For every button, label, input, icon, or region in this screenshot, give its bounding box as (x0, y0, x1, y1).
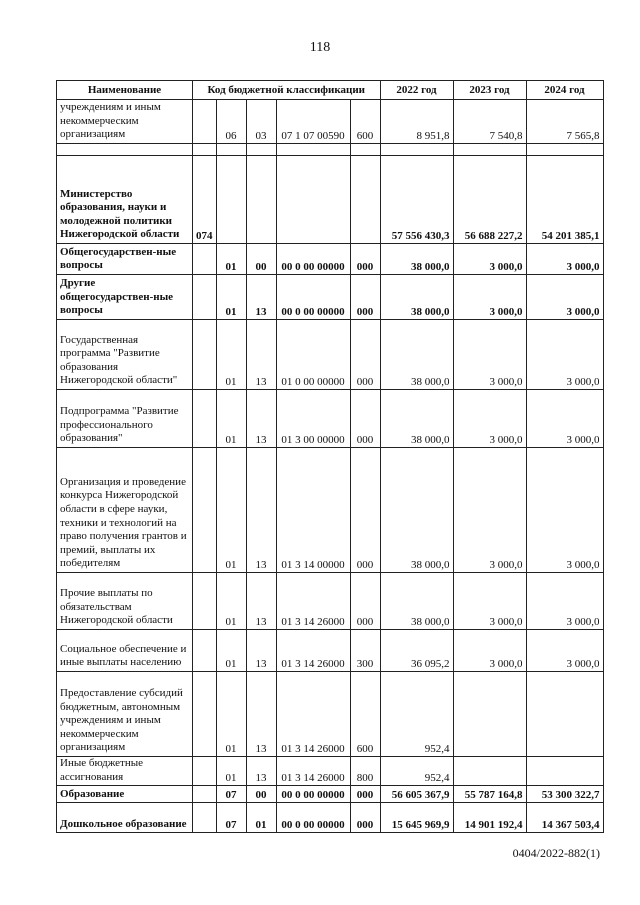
row-2024: 14 367 503,4 (526, 803, 603, 833)
row-ministry (193, 390, 217, 448)
row-type (350, 156, 380, 244)
row-name: Общегосударствен-ные вопросы (57, 244, 193, 275)
row-section: 01 (216, 244, 246, 275)
row-2022: 38 000,0 (380, 448, 453, 573)
row-2022: 38 000,0 (380, 275, 453, 320)
row-target: 00 0 00 00000 (276, 275, 350, 320)
header-name: Наименование (57, 81, 193, 100)
row-2023: 14 901 192,4 (453, 803, 526, 833)
row-type (350, 144, 380, 156)
row-2022: 15 645 969,9 (380, 803, 453, 833)
row-2024 (526, 672, 603, 757)
table-row (57, 100, 604, 144)
row-type: 000 (350, 573, 380, 630)
row-subsection: 13 (246, 320, 276, 390)
row-name: Другие общегосударствен-ные вопросы (57, 275, 193, 320)
table-row (57, 448, 604, 573)
table-row (57, 672, 604, 757)
row-2024: 3 000,0 (526, 630, 603, 672)
row-section: 01 (216, 390, 246, 448)
row-target: 00 0 00 00000 (276, 803, 350, 833)
row-section: 01 (216, 275, 246, 320)
row-type: 600 (350, 672, 380, 757)
table-row (57, 803, 604, 833)
row-2024: 53 300 322,7 (526, 786, 603, 803)
row-section: 07 (216, 786, 246, 803)
row-section: 01 (216, 320, 246, 390)
row-ministry (193, 786, 217, 803)
row-2024: 3 000,0 (526, 275, 603, 320)
row-target: 01 3 00 00000 (276, 390, 350, 448)
row-type: 000 (350, 803, 380, 833)
row-subsection: 03 (246, 100, 276, 144)
row-2023: 3 000,0 (453, 275, 526, 320)
row-type: 000 (350, 275, 380, 320)
row-subsection: 13 (246, 630, 276, 672)
row-subsection: 00 (246, 786, 276, 803)
row-2023: 3 000,0 (453, 630, 526, 672)
row-name (57, 144, 193, 156)
row-target: 01 3 14 26000 (276, 757, 350, 786)
row-subsection: 13 (246, 672, 276, 757)
row-2024: 3 000,0 (526, 320, 603, 390)
row-section (216, 156, 246, 244)
row-subsection: 13 (246, 275, 276, 320)
page-number: 118 (309, 40, 331, 55)
row-type: 000 (350, 390, 380, 448)
header-code: Код бюджетной классификации (193, 81, 381, 100)
row-subsection: 13 (246, 448, 276, 573)
header-2024: 2024 год (526, 81, 603, 100)
row-target: 01 0 00 00000 (276, 320, 350, 390)
row-2024: 54 201 385,1 (526, 156, 603, 244)
row-2023: 3 000,0 (453, 390, 526, 448)
header-2022: 2022 год (380, 81, 453, 100)
row-name: Социальное обеспечение и иные выплаты населению (57, 630, 193, 672)
row-target: 01 3 14 26000 (276, 573, 350, 630)
row-ministry (193, 757, 217, 786)
row-type: 000 (350, 244, 380, 275)
row-section: 01 (216, 757, 246, 786)
row-2024: 3 000,0 (526, 448, 603, 573)
row-ministry (193, 630, 217, 672)
row-ministry: 074 (193, 156, 217, 244)
row-ministry (193, 320, 217, 390)
table-row (57, 156, 604, 244)
table-row (57, 573, 604, 630)
row-section: 01 (216, 448, 246, 573)
row-target: 01 3 14 26000 (276, 630, 350, 672)
table-row (57, 275, 604, 320)
row-2022: 36 095,2 (380, 630, 453, 672)
row-type: 300 (350, 630, 380, 672)
row-ministry (193, 573, 217, 630)
row-type: 000 (350, 786, 380, 803)
row-name: Образование (57, 786, 193, 803)
row-ministry (193, 275, 217, 320)
row-2022: 38 000,0 (380, 244, 453, 275)
table-row (57, 320, 604, 390)
row-type: 000 (350, 448, 380, 573)
row-name: Прочие выплаты по обязательствам Нижегородской области (57, 573, 193, 630)
header-2023: 2023 год (453, 81, 526, 100)
row-ministry (193, 803, 217, 833)
row-subsection: 00 (246, 244, 276, 275)
row-2024 (526, 757, 603, 786)
row-2023: 56 688 227,2 (453, 156, 526, 244)
row-2023: 7 540,8 (453, 100, 526, 144)
table-row (57, 630, 604, 672)
table-row (57, 244, 604, 275)
row-2024: 3 000,0 (526, 244, 603, 275)
table-header-row (57, 81, 604, 100)
row-2022: 38 000,0 (380, 390, 453, 448)
row-name: Государственная программа "Развитие образования Нижегородской области" (57, 320, 193, 390)
row-2024: 3 000,0 (526, 573, 603, 630)
row-subsection: 13 (246, 757, 276, 786)
row-section: 01 (216, 630, 246, 672)
row-target: 00 0 00 00000 (276, 244, 350, 275)
row-section: 06 (216, 100, 246, 144)
row-subsection (246, 144, 276, 156)
row-ministry (193, 672, 217, 757)
row-2023: 3 000,0 (453, 448, 526, 573)
row-name: Дошкольное образование (57, 803, 193, 833)
row-2022: 8 951,8 (380, 100, 453, 144)
row-type: 800 (350, 757, 380, 786)
row-2023: 3 000,0 (453, 244, 526, 275)
row-target: 01 3 14 00000 (276, 448, 350, 573)
row-2022: 56 605 367,9 (380, 786, 453, 803)
row-subsection (246, 156, 276, 244)
row-target: 01 3 14 26000 (276, 672, 350, 757)
row-section: 01 (216, 672, 246, 757)
row-target (276, 156, 350, 244)
row-ministry (193, 144, 217, 156)
row-name: Подпрограмма "Развитие профессионального образования" (57, 390, 193, 448)
row-subsection: 01 (246, 803, 276, 833)
table-row (57, 390, 604, 448)
row-2022: 952,4 (380, 757, 453, 786)
row-2022 (380, 144, 453, 156)
row-type: 000 (350, 320, 380, 390)
row-target: 00 0 00 00000 (276, 786, 350, 803)
row-section (216, 144, 246, 156)
table-row-spacer (57, 144, 604, 156)
row-target: 07 1 07 00590 (276, 100, 350, 144)
row-2022: 952,4 (380, 672, 453, 757)
row-2023 (453, 144, 526, 156)
row-2023: 55 787 164,8 (453, 786, 526, 803)
row-2024: 3 000,0 (526, 390, 603, 448)
row-name: Иные бюджетные ассигнования (57, 757, 193, 786)
row-section: 01 (216, 573, 246, 630)
row-2022: 57 556 430,3 (380, 156, 453, 244)
document-code: 0404/2022-882(1) (512, 846, 600, 860)
row-2022: 38 000,0 (380, 320, 453, 390)
row-subsection: 13 (246, 573, 276, 630)
table-row (57, 757, 604, 786)
row-name: Министерство образования, науки и молодежной политики Нижегородской области (57, 156, 193, 244)
budget-table (56, 80, 604, 833)
row-ministry (193, 244, 217, 275)
row-2023: 3 000,0 (453, 573, 526, 630)
row-subsection: 13 (246, 390, 276, 448)
row-2023: 3 000,0 (453, 320, 526, 390)
row-2024 (526, 144, 603, 156)
row-section: 07 (216, 803, 246, 833)
row-name: учреждениям и иным некоммерческим организациям (57, 100, 193, 144)
row-name: Организация и проведение конкурса Нижегородской области в сфере науки, техники и технологий на право получения грантов и премий, выплаты их победителям (57, 448, 193, 573)
row-ministry (193, 100, 217, 144)
row-2023 (453, 672, 526, 757)
row-ministry (193, 448, 217, 573)
row-type: 600 (350, 100, 380, 144)
table-row (57, 786, 604, 803)
row-name: Предоставление субсидий бюджетным, автономным учреждениям и иным некоммерческим организациям (57, 672, 193, 757)
row-2022: 38 000,0 (380, 573, 453, 630)
row-2024: 7 565,8 (526, 100, 603, 144)
row-target (276, 144, 350, 156)
row-2023 (453, 757, 526, 786)
